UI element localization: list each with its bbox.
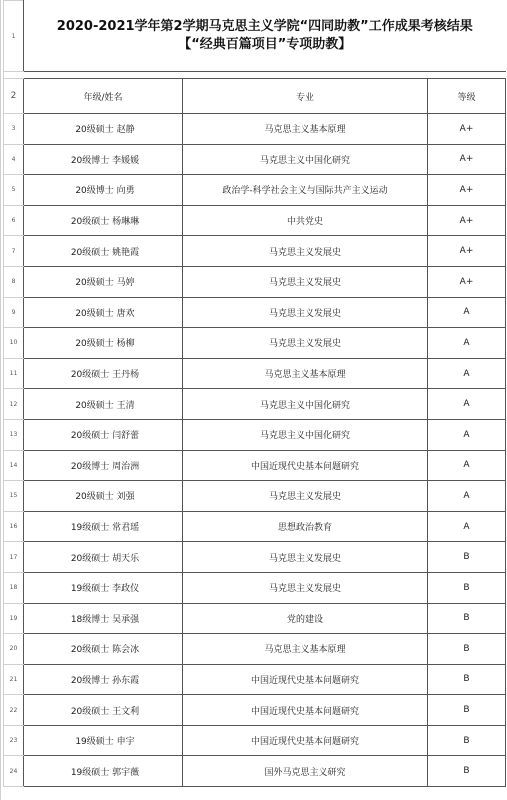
cell-name: 20级硕士 闫舒蕾 [24,419,183,450]
header-name: 年级/姓名 [24,79,183,114]
cell-major: 党的建设 [183,603,428,634]
cell-name: 20级硕士 王清 [24,389,183,420]
cell-major: 中国近现代史基本问题研究 [183,725,428,756]
cell-grade: B [428,542,506,573]
row-number: 12 [4,389,24,420]
row-number: 23 [4,725,24,756]
row-number: 4 [4,144,24,175]
header-row [4,79,506,114]
cell-grade: A+ [428,236,506,267]
row-number: 20 [4,634,24,665]
table-row [4,511,506,542]
cell-name: 20级硕士 赵静 [24,114,183,145]
row-number: 9 [4,297,24,328]
cell-major: 马克思主义发展史 [183,297,428,328]
cell-name: 20级硕士 马婷 [24,266,183,297]
cell-major: 中国近现代史基本问题研究 [183,450,428,481]
row-number: 16 [4,511,24,542]
cell-name: 19级硕士 申宇 [24,725,183,756]
cell-grade: A [428,511,506,542]
cell-name: 19级硕士 李政仪 [24,572,183,603]
table-row [4,664,506,695]
table-row [4,358,506,389]
cell-name: 20级硕士 杨柳 [24,328,183,359]
cell-grade: A [428,419,506,450]
row-number: 2 [4,79,24,114]
cell-grade: A+ [428,114,506,145]
table-row [4,144,506,175]
cell-major: 马克思主义发展史 [183,236,428,267]
cell-name: 20级硕士 唐欢 [24,297,183,328]
cell-major: 思想政治教育 [183,511,428,542]
cell-major: 中共党史 [183,205,428,236]
table-title [24,1,506,72]
table-row [4,756,506,787]
header-major: 专业 [183,79,428,114]
cell-major: 国外马克思主义研究 [183,756,428,787]
row-number: 8 [4,266,24,297]
title-line-2: 【“经典百篇项目”专项助教】 [178,36,352,52]
table-row [4,419,506,450]
table-row [4,297,506,328]
row-number: 18 [4,572,24,603]
cell-grade: B [428,603,506,634]
table-row [4,114,506,145]
cell-name: 20级硕士 王文利 [24,695,183,726]
cell-grade: A+ [428,205,506,236]
row-number: 10 [4,328,24,359]
cell-name: 18级博士 吴承强 [24,603,183,634]
cell-name: 19级硕士 常君瑶 [24,511,183,542]
row-number: 6 [4,205,24,236]
cell-major: 马克思主义发展史 [183,542,428,573]
cell-major: 马克思主义发展史 [183,266,428,297]
cell-name: 20级硕士 王丹杨 [24,358,183,389]
table-row [4,266,506,297]
cell-grade: A [428,450,506,481]
cell-name: 20级硕士 杨琳琳 [24,205,183,236]
row-number: 5 [4,175,24,206]
cell-name: 20级硕士 陈会冰 [24,634,183,665]
row-number: 15 [4,481,24,512]
table-row [4,481,506,512]
row-number: 1 [4,1,24,72]
table-row [4,695,506,726]
cell-grade: B [428,695,506,726]
header-grade: 等级 [428,79,506,114]
cell-name: 20级博士 周治洲 [24,450,183,481]
cell-grade: B [428,756,506,787]
cell-grade: B [428,664,506,695]
cell-grade: B [428,725,506,756]
cell-major: 马克思主义基本原理 [183,358,428,389]
cell-grade: B [428,572,506,603]
cell-name: 19级硕士 郭宇薇 [24,756,183,787]
cell-grade: A [428,481,506,512]
cell-major: 马克思主义中国化研究 [183,144,428,175]
title-line-1: 2020-2021学年第2学期马克思主义学院“四同助教”工作成果考核结果 [56,18,473,34]
cell-name: 20级博士 孙东霞 [24,664,183,695]
spacer-cell [24,72,506,79]
cell-major: 中国近现代史基本问题研究 [183,664,428,695]
table-row [4,725,506,756]
results-table [3,0,506,787]
cell-name: 20级博士 李媛媛 [24,144,183,175]
table-row [4,236,506,267]
row-number: 19 [4,603,24,634]
cell-major: 马克思主义发展史 [183,572,428,603]
table-row [4,205,506,236]
cell-grade: A [428,358,506,389]
cell-grade: A [428,328,506,359]
row-number: 7 [4,236,24,267]
cell-major: 马克思主义中国化研究 [183,419,428,450]
table-row [4,450,506,481]
table-row [4,634,506,665]
cell-name: 20级硕士 姚艳霞 [24,236,183,267]
row-number-spacer [4,72,24,79]
cell-grade: A+ [428,175,506,206]
cell-name: 20级博士 向勇 [24,175,183,206]
cell-name: 20级硕士 刘强 [24,481,183,512]
cell-major: 马克思主义基本原理 [183,634,428,665]
cell-major: 马克思主义发展史 [183,328,428,359]
cell-major: 马克思主义中国化研究 [183,389,428,420]
row-number: 13 [4,419,24,450]
row-number: 21 [4,664,24,695]
table-row [4,542,506,573]
cell-grade: A+ [428,266,506,297]
cell-name: 20级硕士 胡天乐 [24,542,183,573]
row-number: 24 [4,756,24,787]
cell-major: 马克思主义基本原理 [183,114,428,145]
table-row [4,603,506,634]
spacer-row [4,72,506,79]
row-number: 11 [4,358,24,389]
cell-grade: A [428,297,506,328]
row-number: 14 [4,450,24,481]
table-row [4,328,506,359]
row-number: 17 [4,542,24,573]
table-row [4,572,506,603]
table-row [4,175,506,206]
table-row [4,389,506,420]
row-number: 22 [4,695,24,726]
cell-grade: B [428,634,506,665]
cell-major: 马克思主义发展史 [183,481,428,512]
title-row [4,1,506,72]
cell-grade: A [428,389,506,420]
cell-major: 政治学-科学社会主义与国际共产主义运动 [183,175,428,206]
row-number: 3 [4,114,24,145]
cell-grade: A+ [428,144,506,175]
cell-major: 中国近现代史基本问题研究 [183,695,428,726]
